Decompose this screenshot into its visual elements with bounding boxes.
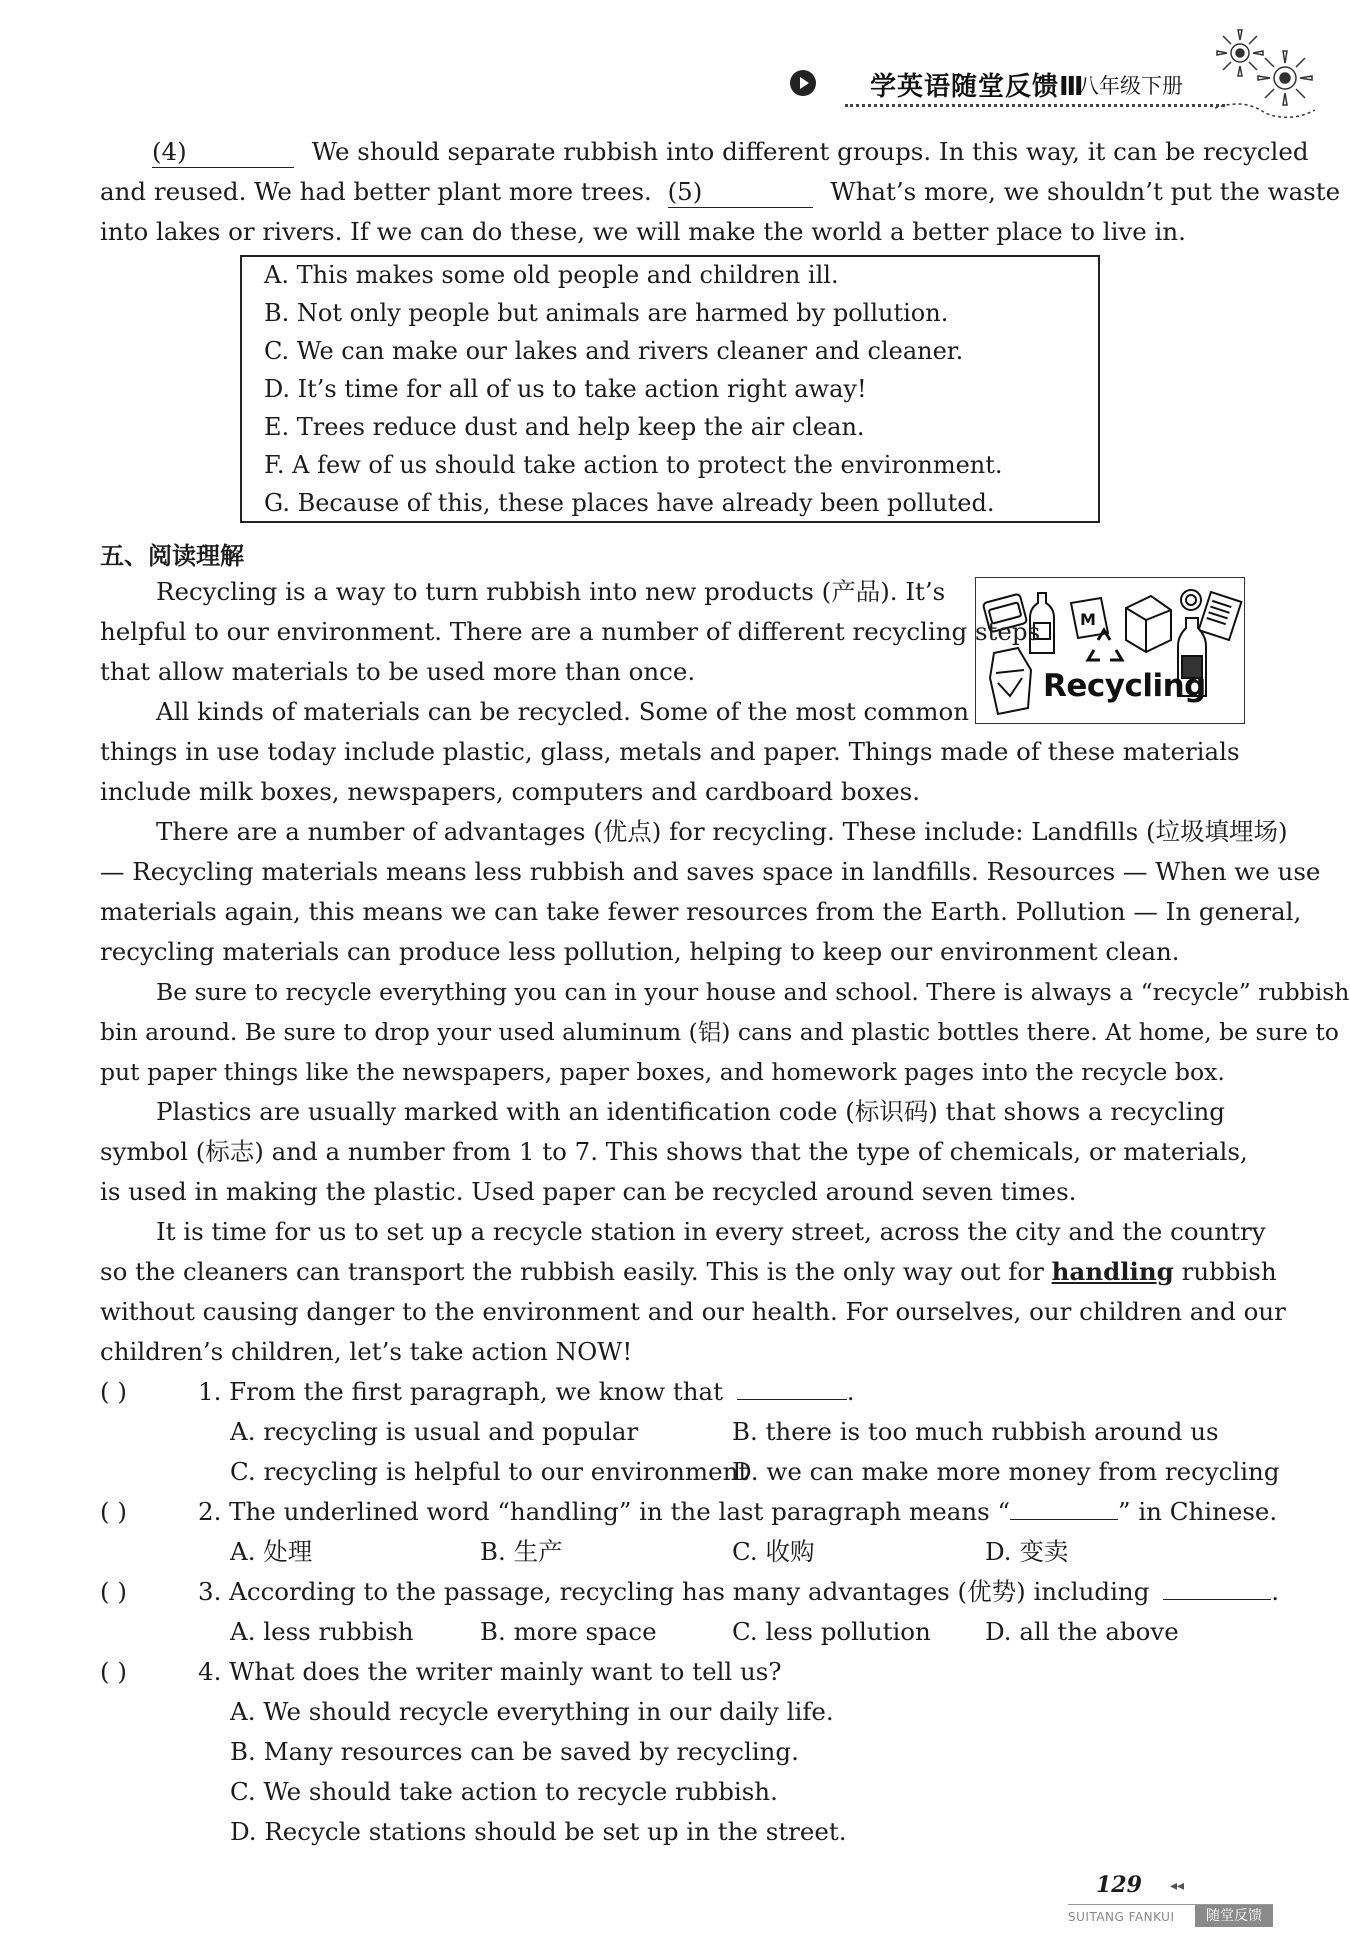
page-number: 129 [1096,1872,1142,1898]
q4-option-d[interactable]: D. Recycle stations should be set up in the street. [230,1817,847,1846]
options-box [240,255,1100,523]
passage-p5-line-2: symbol (标志) and a number from 1 to 7. This shows that the type of chemicals, or materials, [100,1137,1248,1166]
task-text-line-2a: and reused. We had better plant more trees. [100,177,652,206]
option-b: B. Not only people but animals are harmed by pollution. [264,299,949,327]
flower-decoration-icon [1205,18,1325,128]
answer-blank-5[interactable] [668,177,813,208]
q3-stem-text: 3. According to the passage, recycling has many advantages (优势) including [198,1577,1150,1606]
q2-stem-text: 2. The underlined word “handling” in the last paragraph means “ [198,1497,1010,1526]
q1-blank [737,1399,847,1400]
passage-p1-line-3: that allow materials to be used more than once. [100,657,696,686]
passage-p4-line-1: Be sure to recycle everything you can in your house and school. There is always a “recycle” rubbish [156,978,1350,1006]
footer-brand-en: SUITANG FANKUI [1068,1910,1175,1924]
book-grade: 八年级下册 [1078,74,1183,98]
option-f: F. A few of us should take action to protect the environment. [264,451,1003,479]
passage-p3-line-4: recycling materials can produce less pollution, helping to keep our environment clean. [100,937,1180,966]
q1-answer-paren[interactable]: ( ) [100,1377,127,1406]
q3-option-c[interactable]: C. less pollution [732,1617,931,1646]
option-a: A. This makes some old people and children ill. [264,261,839,289]
play-icon [790,70,816,96]
option-d: D. It’s time for all of us to take action right away! [264,375,867,403]
q2-option-d[interactable]: D. 变卖 [985,1537,1069,1566]
passage-p6-line-2 [100,1252,1277,1292]
q3-answer-paren[interactable]: ( ) [100,1577,127,1606]
q2-option-b[interactable]: B. 生产 [480,1537,563,1566]
q2-stem-end: ” in Chinese. [1118,1497,1278,1526]
passage-p2-line-3: include milk boxes, newspapers, computers and cardboard boxes. [100,777,921,806]
passage-p6-line-3: without causing danger to the environment and our health. For ourselves, our children and our [100,1297,1286,1326]
passage-p1-line-1: Recycling is a way to turn rubbish into new products (产品). It’s [156,577,946,606]
passage-p2-line-2: things in use today include plastic, glass, metals and paper. Things made of these materials [100,737,1240,766]
blank-number-4: (4) [152,137,187,166]
task-line-1 [152,132,1309,172]
passage-p1-line-2: helpful to our environment. There are a number of different recycling steps [100,617,1041,646]
option-e: E. Trees reduce dust and help keep the air clean. [264,413,865,441]
q1-option-d[interactable]: D. we can make more money from recycling [732,1457,1280,1486]
q4-option-c[interactable]: C. We should take action to recycle rubbish. [230,1777,778,1806]
q4-option-b[interactable]: B. Many resources can be saved by recycling. [230,1737,799,1766]
q2-answer-paren[interactable]: ( ) [100,1497,127,1526]
section-title: 五、阅读理解 [100,542,244,570]
passage-p6-line-4: children’s children, let’s take action NOW! [100,1337,633,1366]
passage-p5-line-1: Plastics are usually marked with an identification code (标识码) that shows a recycling [156,1097,1225,1126]
passage-p2-line-1: All kinds of materials can be recycled. Some of the most common [156,697,969,726]
q1-stem-end: . [846,1377,855,1406]
passage-p5-line-3: is used in making the plastic. Used paper can be recycled around seven times. [100,1177,1077,1206]
q4-option-a[interactable]: A. We should recycle everything in our daily life. [230,1697,834,1726]
passage-p3-line-3: materials again, this means we can take fewer resources from the Earth. Pollution — In general, [100,897,1302,926]
q1-stem [198,1372,855,1412]
footer-brand-cn: 随堂反馈 [1195,1905,1273,1927]
q3-option-b[interactable]: B. more space [480,1617,657,1646]
q2-option-c[interactable]: C. 收购 [732,1537,815,1566]
passage-p3-line-2: — Recycling materials means less rubbish and saves space in landfills. Resources — When we use [100,857,1321,886]
q3-stem-end: . [1271,1577,1279,1606]
q1-option-c[interactable]: C. recycling is helpful to our environment [230,1457,749,1486]
q2-option-a[interactable]: A. 处理 [230,1537,313,1566]
svg-text:M: M [1080,610,1096,629]
passage-p6-line-2b: rubbish [1181,1257,1277,1286]
passage-p3-line-1: There are a number of advantages (优点) for recycling. These include: Landfills (垃圾填埋场) [156,817,1288,846]
option-c: C. We can make our lakes and rivers cleaner and cleaner. [264,337,964,365]
page-header [790,62,1210,102]
q1-option-a[interactable]: A. recycling is usual and popular [230,1417,639,1446]
passage-p4-line-2: bin around. Be sure to drop your used aluminum (铝) cans and plastic bottles there. At home, be sure to [100,1018,1339,1046]
q3-stem [198,1572,1279,1612]
q2-stem [198,1492,1277,1532]
passage-p6-line-2a: so the cleaners can transport the rubbish easily. This is the only way out for [100,1257,1044,1286]
arrow-left-icon: ◂◂ [1170,1878,1185,1894]
passage-p6-line-1: It is time for us to set up a recycle station in every street, across the city and the country [156,1217,1266,1246]
q4-answer-paren[interactable]: ( ) [100,1657,127,1686]
task-text-line-2b: What’s more, we shouldn’t put the waste [830,177,1341,206]
q3-blank [1163,1599,1271,1600]
blank-number-5: (5) [667,177,703,206]
answer-blank-4[interactable] [152,137,294,168]
header-dotted-rule [845,104,1225,107]
q2-blank [1010,1519,1118,1520]
q1-option-b[interactable]: B. there is too much rubbish around us [732,1417,1219,1446]
underlined-word-handling: handling [1051,1257,1174,1286]
passage-p4-line-3: put paper things like the newspapers, paper boxes, and homework pages into the recycle box. [100,1058,1225,1086]
q4-stem: 4. What does the writer mainly want to tell us? [198,1657,782,1686]
task-text-line-1: We should separate rubbish into different groups. In this way, it can be recycled [311,137,1309,166]
q3-option-a[interactable]: A. less rubbish [230,1617,414,1646]
book-title: 学英语随堂反馈Ⅲ [870,72,1085,102]
task-line-2 [100,172,1340,212]
q1-stem-text: 1. From the first paragraph, we know that [198,1377,723,1406]
recycling-label: Recycling [1043,668,1206,704]
q3-option-d[interactable]: D. all the above [985,1617,1179,1646]
task-text-line-3: into lakes or rivers. If we can do these, we will make the world a better place to live in. [100,217,1186,246]
option-g: G. Because of this, these places have already been polluted. [264,489,995,517]
